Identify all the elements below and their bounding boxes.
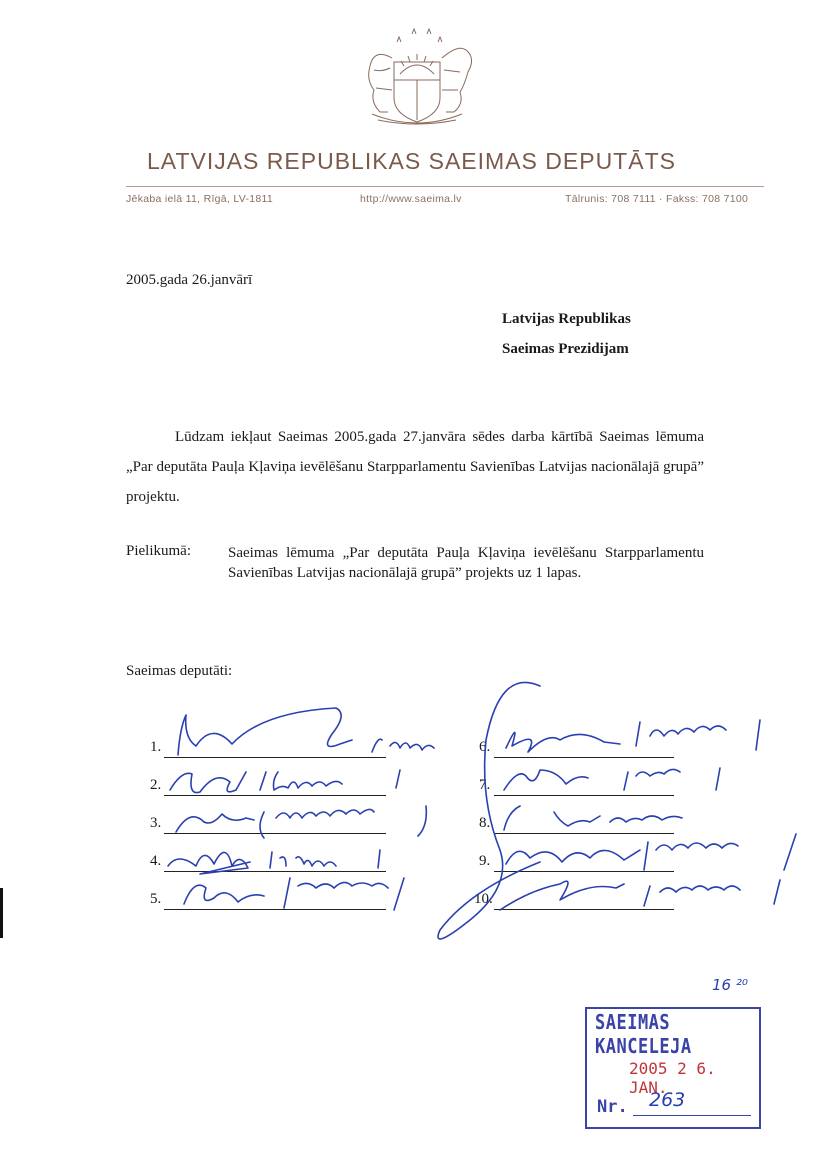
deputies-label: Saeimas deputāti: — [126, 663, 233, 679]
signature-line — [494, 871, 674, 872]
signature-number: 5. — [150, 891, 162, 907]
signature-number: 7. — [479, 777, 491, 793]
signature-line — [164, 795, 386, 796]
signature-line — [494, 795, 674, 796]
letterhead-address: Jēkaba ielā 11, Rīgā, LV-1811 — [126, 193, 274, 205]
signature-line — [164, 833, 386, 834]
stamp-nr-value: 263 — [649, 1089, 686, 1111]
signature-number: 3. — [150, 815, 162, 831]
signature-number: 1. — [150, 739, 162, 755]
signature-line — [494, 833, 674, 834]
letterhead-divider — [126, 186, 764, 187]
handwritten-note: 16 ²⁰ — [712, 976, 748, 994]
letter-body: Lūdzam iekļaut Saeimas 2005.gada 27.janvāra sēdes darba kārtībā Saeimas lēmuma „Par deputāta Pauļa Kļaviņa ievēlēšanu Starpparlamentu Savienības Latvijas nacionālajā grupā” projektu. — [126, 429, 704, 505]
letter-date: 2005.gada 26.janvārī — [126, 272, 253, 288]
stamp-title: SAEIMAS KANCELEJA — [595, 1011, 692, 1059]
signature-line — [164, 871, 386, 872]
stamp-nr-line — [633, 1115, 751, 1116]
signature-number: 9. — [479, 853, 491, 869]
signature-number: 10. — [474, 891, 493, 907]
coat-of-arms-icon — [352, 28, 482, 130]
signature-number: 2. — [150, 777, 162, 793]
signature-line — [164, 909, 386, 910]
addressee-line-2: Saeimas Prezidijam — [502, 341, 629, 357]
stamp-date: 2005 2 6. JAN. — [629, 1059, 716, 1097]
letterhead-website: http://www.saeima.lv — [360, 193, 462, 205]
scan-edge-mark — [0, 888, 3, 938]
signature-number: 6. — [479, 739, 491, 755]
attachment-label: Pielikumā: — [126, 543, 191, 559]
signature-number: 8. — [479, 815, 491, 831]
registration-stamp — [585, 1007, 761, 1129]
stamp-nr-label: Nr. — [597, 1097, 628, 1117]
signature-line — [164, 757, 386, 758]
letterhead-phone-fax: Tālrunis: 708 7111 · Fakss: 708 7100 — [565, 193, 749, 205]
signature-line — [494, 757, 674, 758]
signature-line — [494, 909, 674, 910]
letterhead-title: LATVIJAS REPUBLIKAS SAEIMAS DEPUTĀTS — [147, 148, 676, 174]
attachment-text: Saeimas lēmuma „Par deputāta Pauļa Kļaviņa ievēlēšanu Starpparlamentu Savienības Latvijas nacionālajā grupā” projekts uz 1 lapas. — [228, 545, 704, 581]
signature-number: 4. — [150, 853, 162, 869]
addressee-line-1: Latvijas Republikas — [502, 311, 631, 327]
